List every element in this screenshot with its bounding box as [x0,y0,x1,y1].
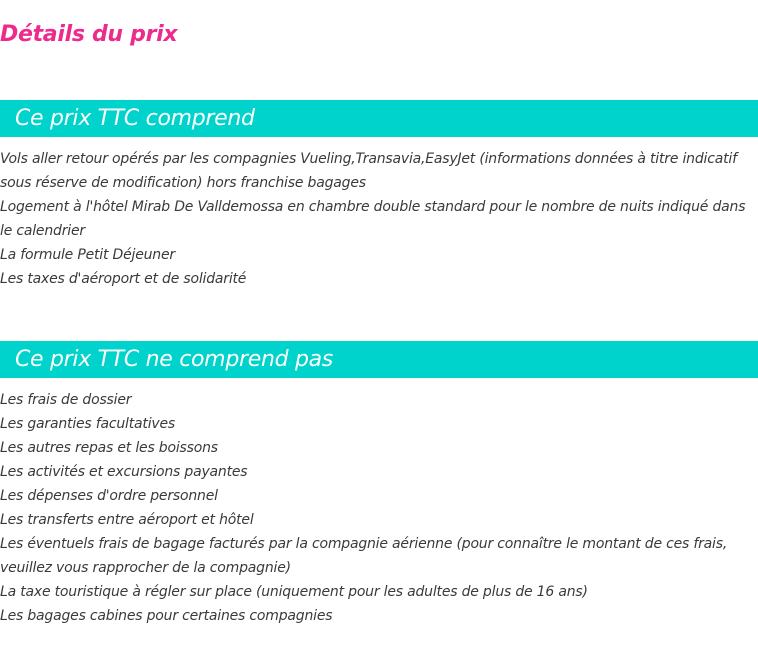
included-list [0,147,752,291]
list-item: Les bagages cabines pour certaines compagnies [0,608,333,624]
list-item: La formule Petit Déjeuner [0,247,175,263]
list-item: La taxe touristique à régler sur place (uniquement pour les adultes de plus de 16 ans) [0,584,588,600]
list-item: Les éventuels frais de bagage facturés par la compagnie aérienne (pour connaître le montant de ces frais, veuillez vous rapprocher de la compagnie) [0,536,728,576]
list-item: Les transferts entre aéroport et hôtel [0,512,254,528]
included-section-header: Ce prix TTC comprend [0,100,758,137]
list-item: Vols aller retour opérés par les compagnies Vueling,Transavia,EasyJet (informations données à titre indicatif sous réserve de modification) hors franchise bagages [0,151,737,191]
excluded-section-header: Ce prix TTC ne comprend pas [0,341,758,378]
list-item: Les taxes d'aéroport et de solidarité [0,271,247,287]
page-title: Détails du prix [0,22,178,47]
list-item: Les garanties facultatives [0,416,175,432]
list-item: Les activités et excursions payantes [0,464,248,480]
list-item: Les dépenses d'ordre personnel [0,488,218,504]
list-item: Les frais de dossier [0,392,132,408]
list-item: Logement à l'hôtel Mirab De Valldemossa en chambre double standard pour le nombre de nuits indiqué dans le calendrier [0,199,746,239]
list-item: Les autres repas et les boissons [0,440,218,456]
excluded-list [0,388,752,628]
